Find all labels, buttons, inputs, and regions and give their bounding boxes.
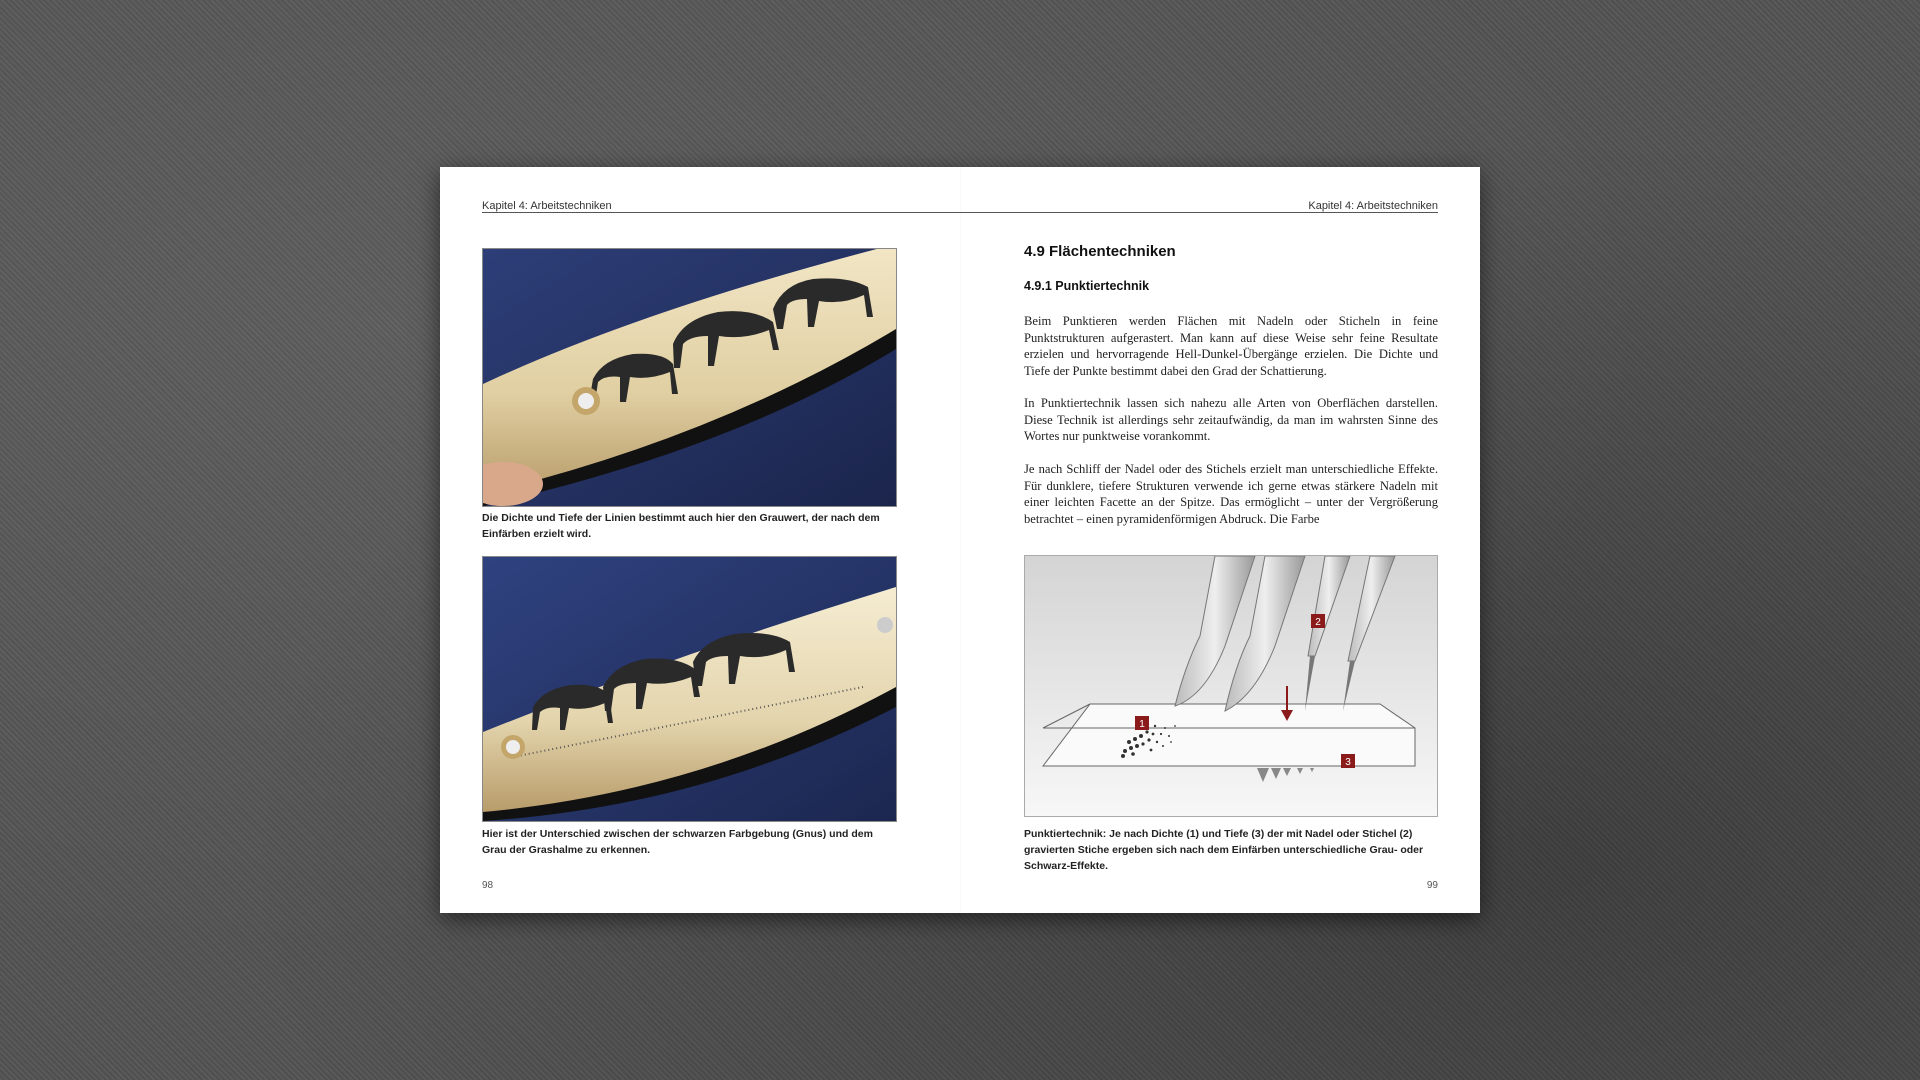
photo-caption-2: Hier ist der Unterschied zwischen der schwarzen Farbgebung (Gnus) und dem Grau der Grashalme zu erkennen. [482, 828, 873, 856]
running-header-left: Kapitel 4: Arbeitstechniken [482, 200, 612, 212]
book-spread [440, 167, 1480, 913]
paragraph-1: Beim Punktieren werden Flächen mit Nadeln oder Sticheln in feine Punktstrukturen aufgerastert. Man kann auf diese Weise sehr feine Resultate erzielen und hervorragende Hell-Dunkel-Übergänge erzielen. Die Dichte und Tiefe der Punkte bestimmt dabei den Grad der Schattierung. [1024, 314, 1438, 378]
paragraph-2: In Punktiertechnik lassen sich nahezu alle Arten von Oberflächen darstellen. Diese Technik ist allerdings sehr zeitaufwändig, da man im wahrsten Sinne des Wortes nur punktweise vorankommt. [1024, 396, 1438, 443]
subsection-title: 4.9.1 Punktiertechnik [1024, 279, 1150, 293]
header-rule [482, 212, 1438, 213]
section-title: 4.9 Flächentechniken [1024, 243, 1176, 260]
figure-label-2: 2 [1315, 617, 1321, 628]
page-number-right: 99 [1426, 880, 1438, 891]
running-header-right: Kapitel 4: Arbeitstechniken [1308, 200, 1438, 212]
gutter [960, 167, 961, 913]
figure-label-3: 3 [1345, 757, 1351, 768]
paragraph-3: Je nach Schliff der Nadel oder des Stichels erzielt man unterschiedliche Effekte. Für dunklere, tiefere Strukturen verwende ich gerne etwas stärkere Nadeln mit einer leichten Facette an der Spitze. Das ermöglicht – unter der Vergrößerung betrachtet – einen pyramidenförmigen Abdruck. Die Farbe [1024, 462, 1438, 526]
figure-caption: Punktiertechnik: Je nach Dichte (1) und Tiefe (3) der mit Nadel oder Stichel (2) gravierten Stiche ergeben sich nach dem Einfärben unterschiedliche Grau- oder Schwarz-Effekte. [1024, 828, 1424, 872]
page-number-left: 98 [482, 880, 494, 891]
photo-caption-1: Die Dichte und Tiefe der Linien bestimmt auch hier den Grauwert, der nach dem Einfärben erzielt wird. [482, 512, 880, 540]
photo-knife-engraving-1 [482, 248, 897, 507]
punktiertechnik-diagram [1024, 555, 1438, 817]
figure-label-1: 1 [1139, 719, 1145, 730]
photo-knife-engraving-2 [482, 556, 897, 822]
